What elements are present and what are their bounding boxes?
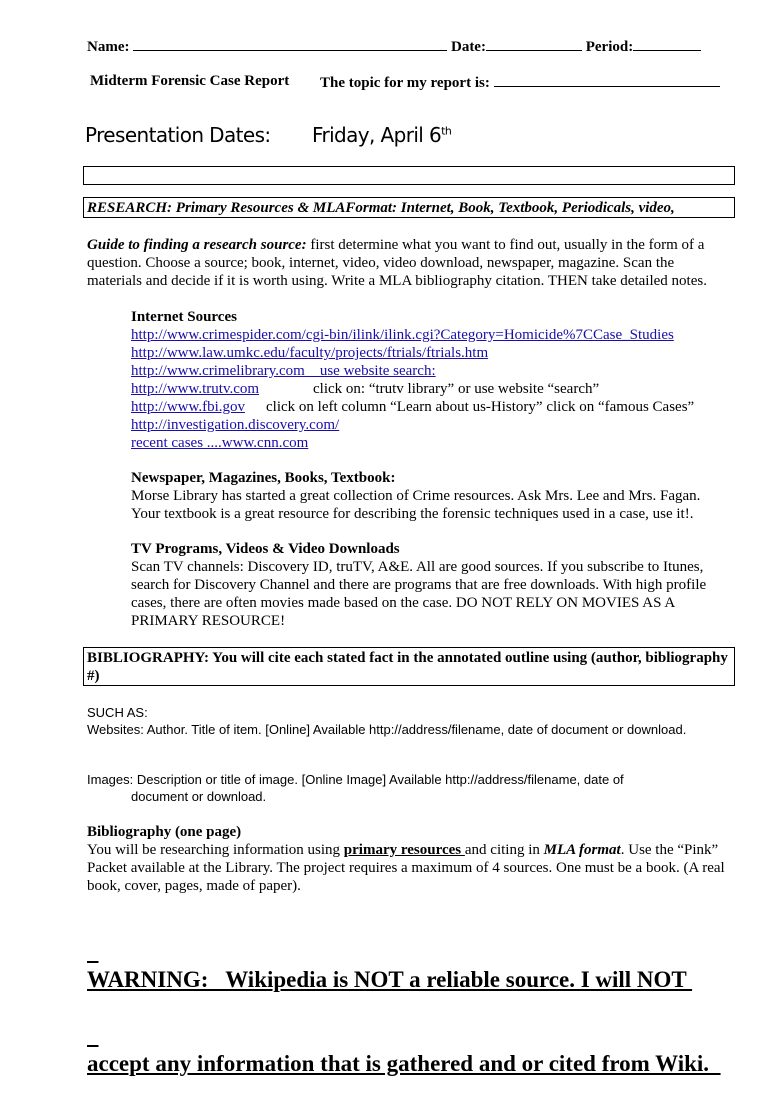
link-discovery[interactable]: http://investigation.discovery.com/: [131, 417, 340, 433]
websites-citation: Websites: Author. Title of item. [Online] Available http://address/filename, date of document or download.: [87, 722, 687, 737]
link-crimespider[interactable]: http://www.crimespider.com/cgi-bin/ilink/ilink.cgi?Category=Homicide%7CCase_Studies: [131, 327, 674, 343]
primary-resources: primary resources: [343, 842, 465, 858]
research-box: [83, 197, 735, 218]
topic-label: The topic for my report is:: [320, 75, 490, 91]
trutv-note: click on: “trutv library” or use website “search”: [313, 381, 600, 397]
name-row: [87, 36, 727, 56]
date-label: Date:: [450, 39, 486, 55]
mla-format: MLA format: [543, 842, 621, 858]
period-field[interactable]: [633, 36, 701, 51]
presentation-date-text: Friday, April 6: [312, 123, 442, 147]
report-title: Midterm Forensic Case Report: [90, 73, 290, 89]
guide-paragraph: [87, 236, 727, 290]
images-citation-line-2: document or download.: [131, 789, 267, 804]
internet-heading: Internet Sources: [131, 309, 237, 325]
newspaper-heading: Newspaper, Magazines, Books, Textbook:: [131, 470, 396, 486]
topic-field[interactable]: [494, 72, 720, 87]
tv-heading: TV Programs, Videos & Video Downloads: [131, 541, 400, 557]
link-fbi[interactable]: http://www.fbi.gov: [131, 399, 246, 415]
bibliography-box: [83, 647, 735, 686]
presentation-label: Presentation Dates:: [85, 123, 271, 147]
blank-box: [83, 166, 735, 185]
link-umkc[interactable]: http://www.law.umkc.edu/faculty/projects/ftrials/ftrials.htm: [131, 345, 489, 361]
newspaper-line-1: Morse Library has started a great collection of Crime resources. Ask Mrs. Lee and Mrs. Fagan.: [131, 488, 701, 504]
link-row: [131, 398, 741, 416]
presentation-date-suffix: th: [441, 124, 452, 138]
link-trutv[interactable]: http://www.trutv.com: [131, 381, 260, 397]
name-field[interactable]: [133, 36, 447, 51]
link-row: [131, 416, 741, 434]
bib-part-2: and citing in: [464, 842, 544, 858]
newspaper-line-2: Your textbook is a great resource for describing the forensic techniques used in a case, use it!.: [131, 506, 694, 522]
warning: [87, 910, 721, 1106]
fbi-note: click on left column “Learn about us-History” click on “famous Cases”: [266, 399, 695, 415]
warning-line-2: accept any information that is gathered and or cited from Wiki.: [87, 1051, 721, 1076]
tv-body: Scan TV channels: Discovery ID, truTV, A&E. All are good sources. If you subscribe to Itunes, search for Discovery Channel and there are programs that are free downloads. With high profile cases, there are often movies made based on the case. DO NOT RELY ON MOVIES AS A PRIMARY RESOURCE!: [131, 559, 707, 629]
link-row: [131, 344, 741, 362]
tv-section: [131, 540, 726, 630]
warning-line-1: WARNING: Wikipedia is NOT a reliable source. I will NOT: [87, 967, 693, 992]
period-label: Period:: [585, 39, 634, 55]
link-row: [131, 326, 741, 344]
newspaper-section: [131, 469, 731, 523]
bib-page-body: [87, 841, 735, 895]
guide-lead: Guide to finding a research source:: [87, 237, 307, 253]
link-cnn[interactable]: recent cases ....www.cnn.com: [131, 435, 309, 451]
date-field[interactable]: [486, 36, 582, 51]
name-label: Name:: [87, 39, 130, 55]
internet-links: [131, 326, 741, 452]
link-crimelibrary[interactable]: http://www.crimelibrary.com use website search:: [131, 363, 436, 379]
bib-part-1: You will be researching information using: [87, 842, 344, 858]
bib-part-3: . Use the “Pink” Packet available at the Library. The project requires a maximum of 4 sources. One must be a book. (A real book, cover, pages, made of paper).: [87, 842, 725, 894]
images-citation-line-1: Images: Description or title of image. [Online Image] Available http://address/filename, date of: [87, 772, 624, 787]
guide-body: first determine what you want to find out, usually in the form of a question. Choose a source; book, internet, video, video download, newspaper, magazine. Scan the materials and decide if it is worth using. Write a MLA bibliography citation. THEN take detailed notes.: [87, 237, 707, 289]
topic-row: [320, 72, 720, 92]
presentation-date: [312, 123, 451, 147]
such-as-label: SUCH AS:: [87, 705, 148, 720]
bibliography-box-text: BIBLIOGRAPHY: You will cite each stated fact in the annotated outline using (author, bibliography #): [87, 650, 728, 684]
link-row: [131, 362, 741, 380]
link-row: [131, 434, 741, 452]
bib-page-heading: Bibliography (one page): [87, 824, 242, 840]
link-row: [131, 380, 741, 398]
research-box-text: RESEARCH: Primary Resources & MLAFormat: Internet, Book, Textbook, Periodicals, video,: [87, 200, 675, 216]
